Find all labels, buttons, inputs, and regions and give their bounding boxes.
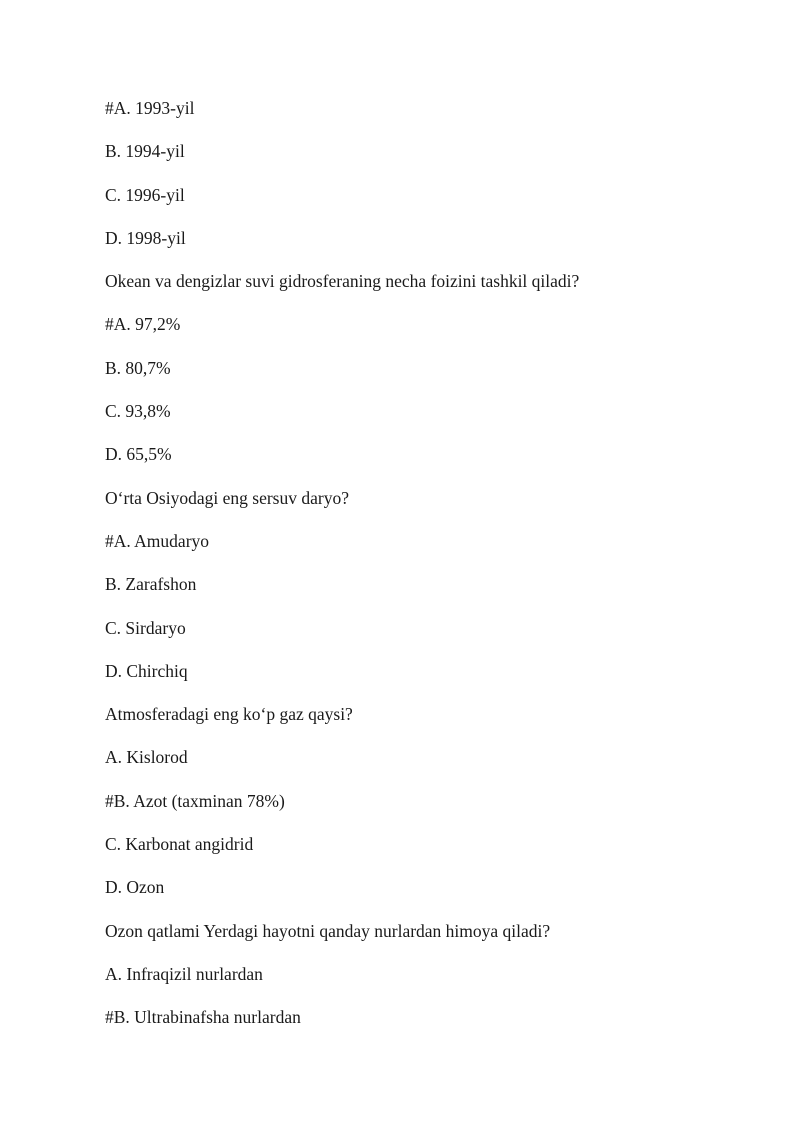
answer-option: D. 65,5% <box>105 444 172 465</box>
answer-option: #B. Ultrabinafsha nurlardan <box>105 1007 301 1028</box>
answer-option: C. 1996-yil <box>105 184 185 205</box>
answer-option: D. Ozon <box>105 877 165 898</box>
question-text: Ozon qatlami Yerdagi hayotni qanday nurlardan himoya qiladi? <box>105 920 551 941</box>
answer-option: #A. 1993-yil <box>105 98 195 118</box>
answer-option: B. 1994-yil <box>105 141 185 162</box>
answer-option: C. Sirdaryo <box>105 617 186 638</box>
question-text: Atmosferadagi eng ko‘p gaz qaysi? <box>105 704 353 725</box>
answer-option: B. Zarafshon <box>105 574 197 595</box>
answer-option: A. Infraqizil nurlardan <box>105 963 263 984</box>
answer-option: #A. 97,2% <box>105 314 181 335</box>
answer-option: #B. Azot (taxminan 78%) <box>105 790 285 811</box>
answer-option: A. Kislorod <box>105 747 188 768</box>
answer-option: D. 1998-yil <box>105 227 186 248</box>
answer-option: #A. Amudaryo <box>105 530 210 551</box>
answer-option: C. 93,8% <box>105 401 171 422</box>
question-text: O‘rta Osiyodagi eng sersuv daryo? <box>105 487 349 508</box>
question-text: Okean va dengizlar suvi gidrosferaning necha foizini tashkil qiladi? <box>105 271 580 292</box>
answer-option: D. Chirchiq <box>105 660 188 681</box>
quiz-text <box>105 97 745 1050</box>
answer-option: B. 80,7% <box>105 357 171 378</box>
answer-option: C. Karbonat angidrid <box>105 834 254 855</box>
